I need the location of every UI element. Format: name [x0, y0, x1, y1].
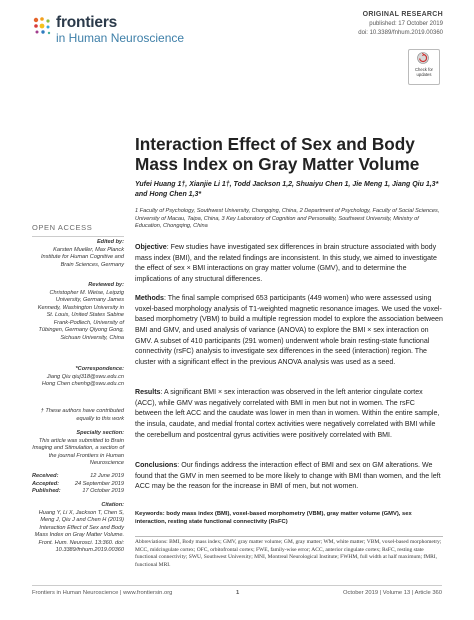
- check-updates-icon: [417, 52, 429, 64]
- article-meta: [358, 11, 443, 37]
- brand-name: frontiers: [56, 14, 118, 31]
- correspondence-block: *Correspondence: Jiang Qiu qiuj318@swu.edu.cn Hong Chen chenhg@swu.edu.cn: [41, 366, 124, 387]
- published-date: published: 17 October 2019: [369, 20, 443, 27]
- footer-journal-link[interactable]: Frontiers in Human Neuroscience | www.frontiersin.org: [32, 590, 173, 596]
- abstract-methods: Methods: The final sample comprised 653 participants (449 women) who were assessed using voxel-based morphology analysis of T1-weighted magnetic resonance images. We used the voxel-based morphometry (VBM) to build a multiple regression model to explore the association between BMI and GMV, and used analysis of variance (ANOVA) to explore the BMI × sex interaction on GMV. A subset of 410 participants (291 women) underwent whole brain resting-state functional connectivity (rsFC) analysis to investigate sex differences in the seed (interaction) region. The cluster with a significant effect in the previous ANOVA analysis was used as a seed.: [135, 295, 443, 366]
- citation-block: Citation: Huang Y, Li X, Jackson T, Chen S, Meng J, Qiu J and Chen H (2019) Interaction Effect of Sex and Body Mass Index on Gray Matter Volume. Front. Hum. Neurosci. 13:360. doi: 10.3389/fnhum.2019.00360: [34, 502, 124, 553]
- footer-issue-info: October 2019 | Volume 13 | Article 360: [342, 590, 442, 596]
- author-list[interactable]: Yufei Huang 1†, Xianjie Li 1†, Todd Jackson 1,2, Shuaiyu Chen 1, Jie Meng 1, Jiang Qiu 1,3* and Hong Chen 1,3*: [135, 181, 439, 198]
- specialty-section-block: Specialty section: This article was submitted to Brain Imaging and Stimulation, a section of the journal Frontiers in Human Neuroscience: [32, 430, 124, 466]
- equal-contribution-note: † These authors have contributed equally to this work: [40, 408, 124, 422]
- frontiers-logo-icon: [32, 16, 54, 38]
- article-type: ORIGINAL RESEARCH: [362, 11, 443, 18]
- keywords: Keywords: body mass index (BMI), voxel-based morphometry (VBM), gray matter volume (GMV), sex interaction, resting state functional connectivity (RsFC): [135, 511, 412, 525]
- check-updates-label: Check for updates: [415, 67, 433, 77]
- abstract-conclusions: Conclusions: Our findings address the interaction effect of BMI and sex on GM alterations. We found that the GMV in men seemed to be more likely to change with BMI than women, and the left ACC may be the reason for the increase in BMI of men, but not women.: [135, 462, 441, 491]
- footer-divider: [32, 585, 442, 586]
- article-title: Interaction Effect of Sex and Body Mass Index on Gray Matter Volume: [135, 134, 420, 174]
- abstract-results: Results: A significant BMI × sex interaction was observed in the left anterior cingulate cortex (ACC), while GMV was negatively correlated with BMI in men but not in women. The rsFC between the left ACC and the caudate was lower in men than in women. Within the entire sample, the insula, caudate, and medial frontal cortex activities were negatively correlated with BMI while the cerebellum and postcentral gyrus activities were positively correlated with BMI.: [135, 389, 440, 439]
- affiliations: 1 Faculty of Psychology, Southwest University, Chongqing, China, 2 Department of Psychology, Faculty of Social Sciences, University of Macau, Taipa, China, 3 Key Laboratory of Cognition and Personality, Southwest University, Ministry of Education, Chongqing, China: [135, 208, 440, 229]
- journal-name: in Human Neuroscience: [56, 31, 185, 45]
- page-number: 1: [236, 590, 240, 596]
- article-dates: Received: 12 June 2019 Accepted: 24 September 2019 Published: 17 October 2019: [32, 473, 124, 494]
- abbreviations: Abbreviations: BMI, Body mass index; GMV, gray matter volume; GM, gray matter; WM, white matter; VBM, voxel-based morphometry; MCC, midcingulate cortex; OFC, orbitofrontal cortex; FWE, family-wise error; ACC, anterior cingulate cortex; RsFC, resting state functional connectivity; SWU, Southwest University; MNI, Montreal Neurological Institute; FWHM, full width at half maximum; fMRI, functional MRI.: [135, 536, 443, 569]
- abstract-objective: Objective: Few studies have investigated sex differences in brain structure associated with body mass index (BMI), and the related findings are inconsistent. In this study, we aimed to investigate the effect of sex × BMI interactions on gray matter volume (GMV), and to determine the implications of any structural differences.: [135, 244, 437, 283]
- open-access-label: OPEN ACCESS: [32, 223, 93, 232]
- edited-by-block: Edited by: Karsten Mueller, Max Planck Institute for Human Cognitive and Brain Sciences, Germany: [40, 239, 124, 268]
- sidebar-divider: [32, 236, 124, 237]
- doi-link[interactable]: doi: 10.3389/fnhum.2019.00360: [358, 29, 443, 36]
- reviewed-by-block: Reviewed by: Christopher M. Weise, Leipzig University, Germany James Kennedy, Washington University in St. Louis, United States Sabine Frank-Podlech, University of Tübingen, Germany Qiyong Gong, Sichuan University, China: [37, 282, 124, 341]
